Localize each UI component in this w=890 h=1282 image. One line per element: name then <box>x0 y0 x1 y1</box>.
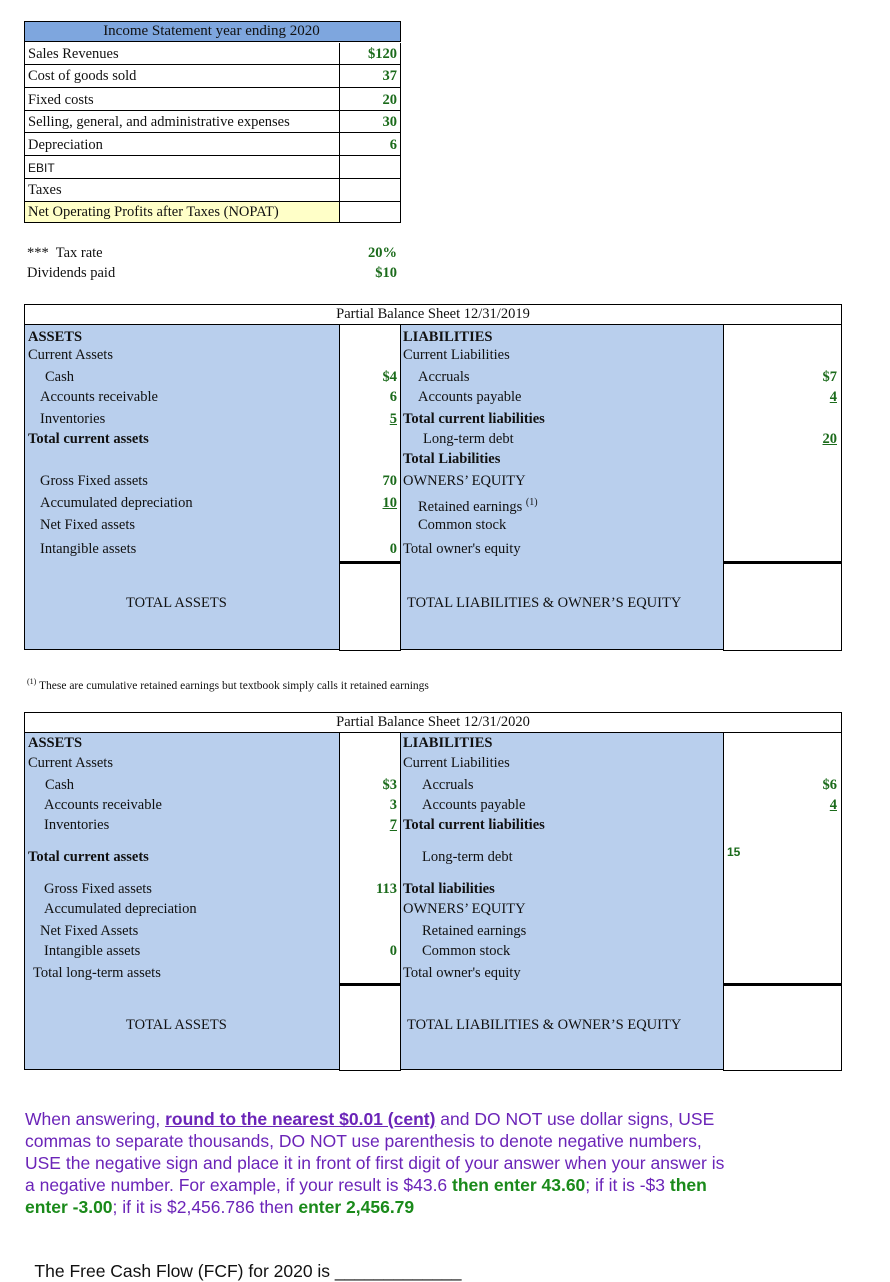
is-label: Fixed costs <box>28 92 94 108</box>
bs2020-ia-value: 0 <box>389 943 397 959</box>
bs2020-tl: Total liabilities <box>403 881 495 897</box>
is-label: EBIT <box>28 161 55 175</box>
bs2019-current-assets: Current Assets <box>28 347 113 363</box>
bs2020-tlta: Total long-term assets <box>33 965 161 981</box>
bs2019-accruals: Accruals <box>418 369 470 385</box>
bs2019-inv-value: 5 <box>389 411 397 427</box>
bs2020-cash-value: $3 <box>382 777 397 793</box>
bs2020-cash: Cash <box>45 777 74 793</box>
is-value: 6 <box>389 137 397 153</box>
bs2019-tl: Total Liabilities <box>403 451 501 467</box>
is-val-taxes[interactable] <box>339 179 401 202</box>
bs2019-ltd: Long-term debt <box>423 431 514 447</box>
bs2020-title-band <box>24 712 842 733</box>
dividends-value: $10 <box>375 265 397 281</box>
bs2020-toe: Total owner's equity <box>403 965 521 981</box>
bs2020-ltd: Long-term debt <box>422 849 513 865</box>
instr-example1: then enter 43.60 <box>452 1175 586 1195</box>
bs2020-ap-value: 4 <box>829 797 837 813</box>
bs2019-title-band <box>24 304 842 325</box>
instr-part: ; if it is -$3 <box>585 1175 670 1195</box>
bs2020-current-assets: Current Assets <box>28 755 113 771</box>
bs2019-tca: Total current assets <box>28 431 149 447</box>
bs2019-ltd-value: 20 <box>822 431 837 447</box>
bs2019-tloe: TOTAL LIABILITIES & OWNER’S EQUITY <box>407 595 682 611</box>
bs2020-accruals-value: $6 <box>822 777 837 793</box>
bs2020-liab-header: LIABILITIES <box>403 735 493 751</box>
bs2020-assets-header: ASSETS <box>28 735 83 751</box>
bs2019-cs: Common stock <box>418 517 507 533</box>
is-label: Net Operating Profits after Taxes (NOPAT) <box>28 204 279 220</box>
bs2019-total-assets: TOTAL ASSETS <box>126 595 227 611</box>
question <box>25 1240 461 1282</box>
bs2019-re-label: Retained earnings <box>418 498 523 515</box>
bs2019-re-sup: (1) <box>525 497 538 508</box>
bs2019-ad: Accumulated depreciation <box>40 495 193 511</box>
answer-blank[interactable]: _____________ <box>334 1261 462 1281</box>
bs2019-oe: OWNERS’ EQUITY <box>403 473 526 489</box>
bs2019-ap-value: 4 <box>829 389 837 405</box>
bs2020-ap: Accounts payable <box>422 797 526 813</box>
bs2020-inv-value: 7 <box>389 817 397 833</box>
is-val-nopat[interactable] <box>339 202 401 223</box>
bs2019-gfa-value: 70 <box>382 473 397 489</box>
is-val-ebit[interactable] <box>339 156 401 179</box>
bs2020-ltd-value: 15 <box>727 845 741 859</box>
bs2020-title: Partial Balance Sheet 12/31/2020 <box>336 714 530 730</box>
is-row-taxes <box>24 179 340 202</box>
bs2019-re <box>418 498 538 514</box>
instr-round: round to the nearest $0.01 (cent) <box>165 1109 436 1129</box>
instr-example2: then enter -3.00 <box>25 1175 707 1217</box>
bs2020-nfa: Net Fixed Assets <box>40 923 139 939</box>
bs2020-liab-values-col <box>723 732 842 984</box>
tax-rate-value: 20% <box>368 245 397 261</box>
is-label: Selling, general, and administrative expenses <box>28 114 290 130</box>
bs2019-assets-values-col <box>339 324 401 562</box>
bs2019-gfa: Gross Fixed assets <box>40 473 148 489</box>
bs2020-tca: Total current assets <box>28 849 149 865</box>
bs2019-ia: Intangible assets <box>40 541 137 557</box>
instr-part: When answering, <box>25 1109 166 1129</box>
bs2019-assets-header: ASSETS <box>28 329 83 345</box>
bs2019-ad-value: 10 <box>382 495 397 511</box>
is-value: 20 <box>382 92 397 108</box>
bs2019-title: Partial Balance Sheet 12/31/2019 <box>336 306 530 322</box>
bs2019-ap: Accounts payable <box>418 389 522 405</box>
bs2019-tcl: Total current liabilities <box>403 411 545 427</box>
bs2019-nfa: Net Fixed assets <box>40 517 136 533</box>
footnote <box>27 678 429 692</box>
bs2019-ar: Accounts receivable <box>40 389 158 405</box>
footnote-sup: (1) <box>27 677 37 686</box>
bs2019-accruals-value: $7 <box>822 369 837 385</box>
instructions <box>25 1108 730 1218</box>
bs2020-gfa-value: 113 <box>376 881 397 897</box>
bs2019-total-assets-cell[interactable] <box>339 562 401 651</box>
bs2020-ar: Accounts receivable <box>44 797 162 813</box>
instr-part: ; if it is $2,456.786 then <box>112 1197 299 1217</box>
dividends-label: Dividends paid <box>27 265 116 281</box>
bs2020-current-liab: Current Liabilities <box>403 755 510 771</box>
bs2020-ar-value: 3 <box>389 797 397 813</box>
bs2020-tloe: TOTAL LIABILITIES & OWNER’S EQUITY <box>407 1017 682 1033</box>
bs2019-liab-header: LIABILITIES <box>403 329 493 345</box>
tax-rate-label: *** Tax rate <box>27 245 103 261</box>
bs2020-gfa: Gross Fixed assets <box>44 881 152 897</box>
bs2020-total-liab-cell[interactable] <box>723 984 842 1071</box>
bs2020-tcl: Total current liabilities <box>403 817 545 833</box>
instr-part: and DO NOT use dollar signs, USE commas to separate thousands, DO NOT use parenthesis to denote negative numbers, USE the negative sign and place it in front of first digit of your answer when your answer is a negative number. For example, if your result is $43.6 <box>25 1109 725 1195</box>
bs2019-current-liab: Current Liabilities <box>403 347 510 363</box>
bs2019-toe: Total owner's equity <box>403 541 521 557</box>
question-text: The Free Cash Flow (FCF) for 2020 is <box>34 1261 335 1281</box>
bs2020-cs: Common stock <box>422 943 511 959</box>
bs2019-ar-value: 6 <box>389 389 397 405</box>
is-value: 30 <box>382 114 397 130</box>
bs2019-cash: Cash <box>45 369 74 385</box>
bs2020-ia: Intangible assets <box>44 943 141 959</box>
instr-example3: enter 2,456.79 <box>298 1197 415 1217</box>
income-statement-title: Income Statement year ending 2020 <box>103 23 320 39</box>
is-row-ebit <box>24 156 340 179</box>
footnote-text: These are cumulative retained earnings but textbook simply calls it retained earnings <box>36 679 429 692</box>
is-value: $120 <box>368 46 397 62</box>
bs2019-ia-value: 0 <box>389 541 397 557</box>
bs2019-total-liab-cell[interactable] <box>723 562 842 651</box>
bs2020-ad: Accumulated depreciation <box>44 901 197 917</box>
bs2020-oe: OWNERS’ EQUITY <box>403 901 526 917</box>
bs2019-inv: Inventories <box>40 411 106 427</box>
bs2020-re: Retained earnings <box>422 923 527 939</box>
bs2019-cash-value: $4 <box>382 369 397 385</box>
is-value: 37 <box>382 68 397 84</box>
is-label: Depreciation <box>28 137 103 153</box>
is-label: Taxes <box>28 182 62 198</box>
is-label: Sales Revenues <box>28 46 119 62</box>
bs2020-inv: Inventories <box>44 817 110 833</box>
is-label: Cost of goods sold <box>28 68 137 84</box>
bs2020-accruals: Accruals <box>422 777 474 793</box>
bs2020-total-assets-cell[interactable] <box>339 984 401 1071</box>
bs2020-total-assets: TOTAL ASSETS <box>126 1017 227 1033</box>
